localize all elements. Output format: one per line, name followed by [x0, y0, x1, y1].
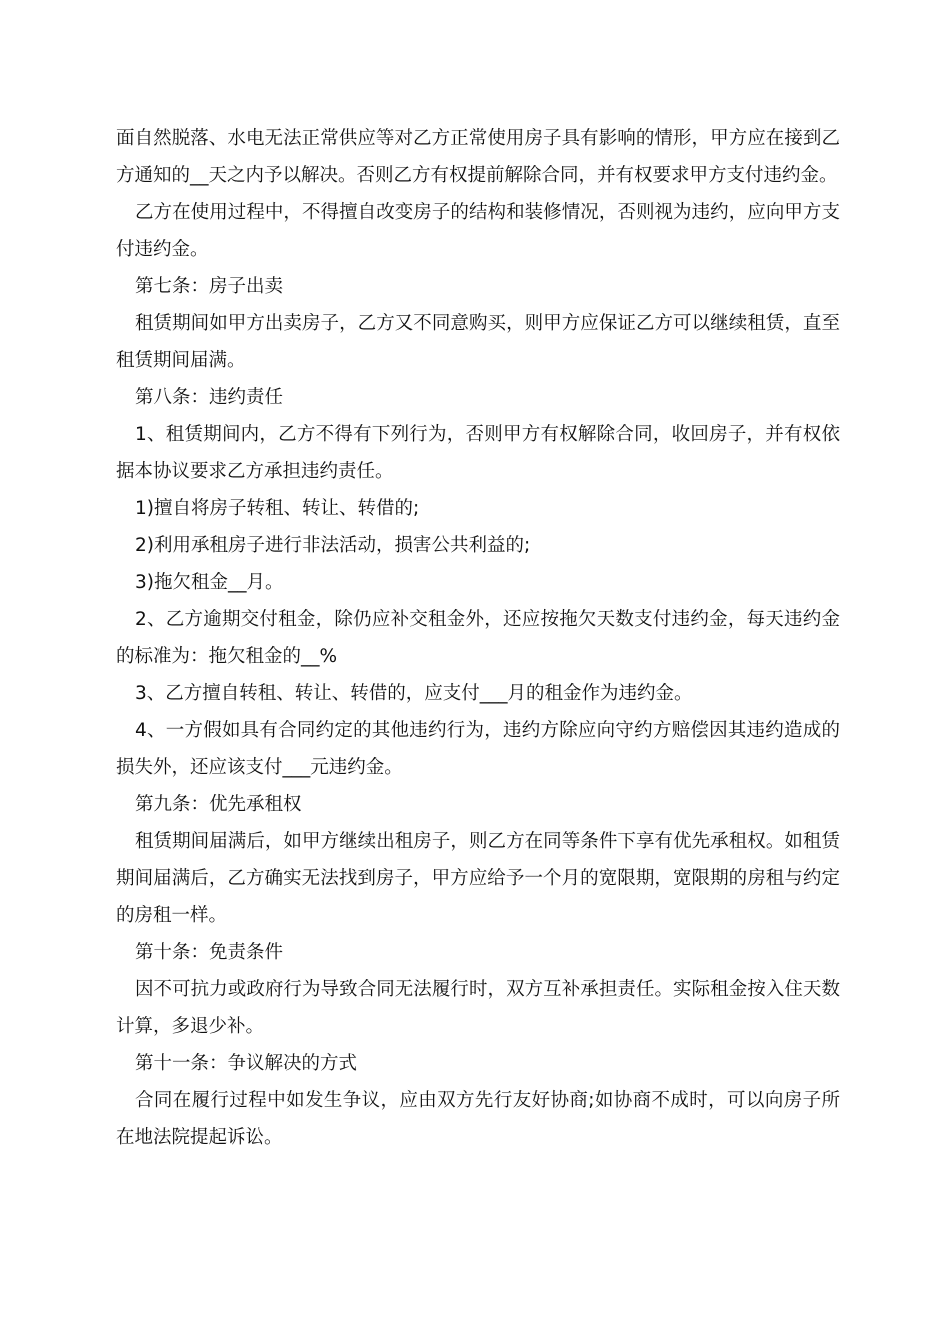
article-8-subitem-3: 3)拖欠租金__月。: [135, 572, 284, 593]
article-8-subitem-2: 2)利用承租房子进行非法活动，损害公共利益的;: [135, 535, 531, 556]
document-page: [116, 120, 840, 1156]
article-10-heading: 第十条：免责条件: [135, 942, 284, 963]
paragraph-continuation: 面自然脱落、水电无法正常供应等对乙方正常使用房子具有影响的情形，甲方应在接到乙方通知的__天之内予以解决。否则乙方有权提前解除合同，并有权要求甲方支付违约金。: [116, 128, 840, 186]
article-9-heading: 第九条：优先承租权: [135, 794, 302, 815]
paragraph-structure-clause: 乙方在使用过程中，不得擅自改变房子的结构和装修情况，否则视为违约，应向甲方支付违约金。: [116, 202, 840, 260]
article-7-body: 租赁期间如甲方出卖房子，乙方又不同意购买，则甲方应保证乙方可以继续租赁，直至租赁期间届满。: [116, 313, 840, 371]
article-9-body: 租赁期间届满后，如甲方继续出租房子，则乙方在同等条件下享有优先承租权。如租赁期间届满后，乙方确实无法找到房子，甲方应给予一个月的宽限期，宽限期的房租与约定的房租一样。: [116, 831, 840, 926]
article-8-subitem-1: 1)擅自将房子转租、转让、转借的;: [135, 498, 420, 519]
article-7-heading: 第七条：房子出卖: [135, 276, 284, 297]
article-8-heading: 第八条：违约责任: [135, 387, 284, 408]
article-8-item-1: 1、租赁期间内，乙方不得有下列行为，否则甲方有权解除合同，收回房子，并有权依据本协议要求乙方承担违约责任。: [116, 424, 840, 482]
article-11-heading: 第十一条：争议解决的方式: [135, 1053, 358, 1074]
article-8-item-3: 3、乙方擅自转租、转让、转借的，应支付___月的租金作为违约金。: [135, 683, 693, 704]
article-10-body: 因不可抗力或政府行为导致合同无法履行时，双方互补承担责任。实际租金按入住天数计算，多退少补。: [116, 979, 840, 1037]
article-8-item-2: 2、乙方逾期交付租金，除仍应补交租金外，还应按拖欠天数支付违约金，每天违约金的标准为：拖欠租金的__%: [116, 609, 840, 667]
article-8-item-4: 4、一方假如具有合同约定的其他违约行为，违约方除应向守约方赔偿因其违约造成的损失外，还应该支付___元违约金。: [116, 720, 840, 778]
article-11-body: 合同在履行过程中如发生争议，应由双方先行友好协商;如协商不成时，可以向房子所在地法院提起诉讼。: [116, 1090, 840, 1148]
